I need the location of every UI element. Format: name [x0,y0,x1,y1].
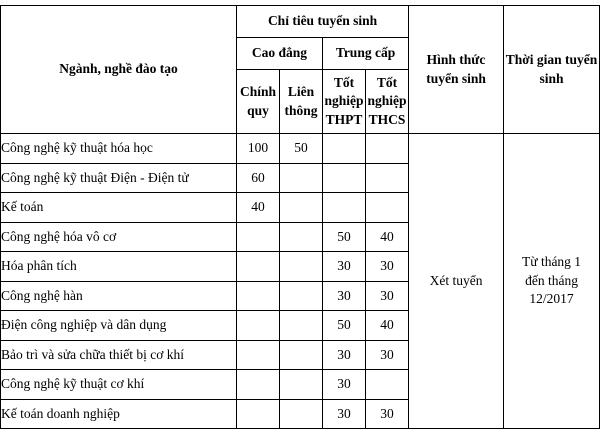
row-name: Công nghệ hàn [1,281,237,311]
cell-thpt: 30 [323,252,366,282]
cell-hinh-thuc: Xét tuyển [409,134,504,429]
cell-lien-thong: 50 [280,134,323,164]
cell-chinh-quy [237,340,280,370]
cell-thpt [323,163,366,193]
cell-lien-thong [280,340,323,370]
row-name: Công nghệ kỹ thuật cơ khí [1,370,237,400]
header-tn-thcs: Tốt nghiệp THCS [366,70,409,134]
cell-thpt: 30 [323,370,366,400]
cell-thcs: 30 [366,340,409,370]
cell-thpt [323,193,366,223]
row-name: Bảo trì và sửa chữa thiết bị cơ khí [1,340,237,370]
cell-thcs: 30 [366,252,409,282]
cell-thcs [366,134,409,164]
cell-thcs [366,370,409,400]
cell-lien-thong [280,163,323,193]
cell-lien-thong [280,399,323,429]
cell-lien-thong [280,281,323,311]
cell-chinh-quy [237,370,280,400]
cell-lien-thong [280,222,323,252]
cell-thpt: 30 [323,340,366,370]
cell-lien-thong [280,193,323,223]
cell-thpt: 30 [323,281,366,311]
cell-thcs: 40 [366,222,409,252]
cell-thpt [323,134,366,164]
cell-thcs: 30 [366,281,409,311]
header-chi-tieu: Chỉ tiêu tuyển sinh [237,6,409,38]
cell-thcs [366,163,409,193]
header-nganh: Ngành, nghề đào tạo [1,6,237,134]
cell-thcs: 30 [366,399,409,429]
row-name: Kế toán [1,193,237,223]
row-name: Kế toán doanh nghiệp [1,399,237,429]
thoi-gian-text: Từ tháng 1 đến tháng 12/2017 [522,253,582,307]
header-lien-thong: Liên thông [280,70,323,134]
cell-chinh-quy [237,399,280,429]
cell-thpt: 50 [323,222,366,252]
cell-thoi-gian [504,134,600,429]
cell-thpt: 50 [323,311,366,341]
cell-chinh-quy: 40 [237,193,280,223]
row-name: Công nghệ kỹ thuật Điện - Điện tử [1,163,237,193]
cell-lien-thong [280,370,323,400]
cell-chinh-quy: 60 [237,163,280,193]
row-name: Công nghệ hóa vô cơ [1,222,237,252]
cell-lien-thong [280,252,323,282]
table-row [1,134,600,164]
cell-chinh-quy: 100 [237,134,280,164]
admissions-table [0,5,600,429]
header-thoi-gian: Thời gian tuyển sinh [504,6,600,134]
cell-thcs: 40 [366,311,409,341]
cell-thcs [366,193,409,223]
header-chinh-quy: Chính quy [237,70,280,134]
row-name: Công nghệ kỹ thuật hóa học [1,134,237,164]
cell-lien-thong [280,311,323,341]
header-cao-dang: Cao đẳng [237,38,323,70]
row-name: Điện công nghiệp và dân dụng [1,311,237,341]
header-trung-cap: Trung cấp [323,38,409,70]
row-name: Hóa phân tích [1,252,237,282]
header-tn-thpt: Tốt nghiệp THPT [323,70,366,134]
cell-chinh-quy [237,252,280,282]
cell-chinh-quy [237,311,280,341]
cell-chinh-quy [237,222,280,252]
header-hinh-thuc: Hình thức tuyển sinh [409,6,504,134]
cell-chinh-quy [237,281,280,311]
cell-thpt: 30 [323,399,366,429]
